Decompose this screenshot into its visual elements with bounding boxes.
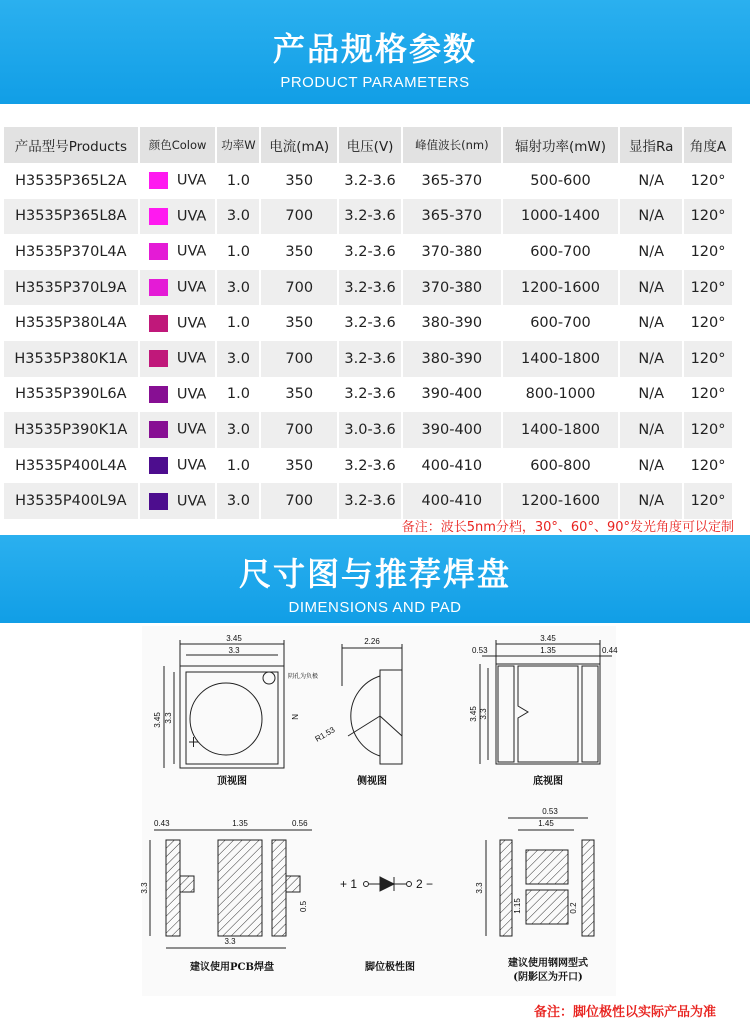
section-title-en: DIMENSIONS AND PAD (288, 599, 462, 616)
table-row (4, 341, 732, 377)
cell-wavelength: 390-400 (403, 377, 503, 413)
cell-model: H3535P400L9A (4, 483, 140, 519)
cell-model: H3535P380L4A (4, 305, 140, 341)
pcb-tab-left (180, 876, 194, 892)
cell-angle: 120° (684, 377, 732, 413)
col-header-angle: 角度A (684, 127, 732, 163)
color-swatch (149, 279, 168, 296)
caption-bottom-view: 底视图 (533, 776, 563, 787)
col-header-color: 颜色Colow (140, 127, 218, 163)
cell-color_name (140, 234, 218, 270)
cell-angle: 120° (684, 234, 732, 270)
side-mark: N (290, 714, 299, 720)
cell-model: H3535P390L6A (4, 377, 140, 413)
pcb-tab-right (286, 876, 300, 892)
caption-polarity: 脚位极性图 (365, 962, 415, 973)
cell-model: H3535P400L4A (4, 448, 140, 484)
stencil-pad-top (526, 850, 568, 884)
pcb-left-dim: 0.43 (154, 819, 170, 828)
cell-power: 3.0 (217, 341, 261, 377)
dimension-drawing-svg (142, 626, 616, 996)
bottom-pad-center (518, 666, 578, 762)
cell-model: H3535P380K1A (4, 341, 140, 377)
color-swatch (149, 350, 168, 367)
cell-current: 350 (261, 234, 339, 270)
color-swatch (149, 208, 168, 225)
table-row (4, 199, 732, 235)
color-label: UVA (176, 493, 207, 510)
col-header-power: 功率W (217, 127, 261, 163)
color-swatch (149, 421, 168, 438)
caption-pcb-pad: 建议使用PCB焊盘 (190, 962, 274, 973)
color-label: UVA (176, 421, 207, 438)
stencil-mid-dim: 1.45 (538, 819, 554, 828)
color-swatch (149, 315, 168, 332)
pcb-width-dim: 3.3 (224, 937, 236, 946)
color-swatch (149, 493, 168, 510)
side-view (342, 644, 402, 764)
section-banner-dimensions (0, 535, 750, 623)
cell-angle: 120° (684, 199, 732, 235)
cell-radiant: 800-1000 (503, 377, 621, 413)
spec-table (4, 127, 732, 519)
cell-radiant: 1200-1600 (503, 483, 621, 519)
cell-color_name (140, 199, 218, 235)
cell-power: 3.0 (217, 199, 261, 235)
section-title-cn: 产品规格参数 (272, 30, 477, 68)
cell-voltage: 3.2-3.6 (339, 377, 403, 413)
caption-stencil-2: (阴影区为开口) (513, 972, 583, 983)
cell-angle: 120° (684, 163, 732, 199)
cell-current: 350 (261, 448, 339, 484)
top-height-outer: 3.45 (153, 712, 162, 728)
wavelength-note: 备注：波长5nm分档，30°、60°、90°发光角度可以定制 (401, 520, 734, 535)
side-view-base (380, 670, 402, 764)
cell-wavelength: 390-400 (403, 412, 503, 448)
bottom-view (480, 640, 612, 764)
cell-wavelength: 370-380 (403, 270, 503, 306)
cell-radiant: 600-700 (503, 234, 621, 270)
caption-top-view: 顶视图 (217, 776, 247, 787)
cell-ra: N/A (620, 341, 684, 377)
cell-radiant: 1000-1400 (503, 199, 621, 235)
col-header-wavelength: 峰值波长(nm) (403, 127, 503, 163)
caption-side-view: 侧视图 (357, 776, 387, 787)
top-width-outer: 3.45 (226, 634, 242, 643)
bottom-mid-pad: 1.35 (540, 646, 556, 655)
side-view-dome (351, 676, 380, 756)
color-label: UVA (176, 350, 207, 367)
cell-wavelength: 365-370 (403, 199, 503, 235)
cell-voltage: 3.2-3.6 (339, 163, 403, 199)
col-header-voltage: 电压(V) (339, 127, 403, 163)
section-banner-parameters (0, 0, 750, 104)
col-header-current: 电流(mA) (261, 127, 339, 163)
table-row (4, 270, 732, 306)
cell-ra: N/A (620, 234, 684, 270)
cell-color_name (140, 305, 218, 341)
cell-radiant: 1400-1800 (503, 341, 621, 377)
polarity-note: 备注：脚位极性以实际产品为准 (533, 1005, 716, 1020)
stencil-pad-left (500, 840, 512, 936)
pcb-mid-dim: 1.35 (232, 819, 248, 828)
table-row (4, 412, 732, 448)
cell-current: 350 (261, 305, 339, 341)
cell-angle: 120° (684, 448, 732, 484)
cell-power: 3.0 (217, 412, 261, 448)
table-row (4, 234, 732, 270)
cell-ra: N/A (620, 483, 684, 519)
cell-voltage: 3.2-3.6 (339, 483, 403, 519)
cell-power: 1.0 (217, 163, 261, 199)
cell-current: 350 (261, 377, 339, 413)
table-row (4, 163, 732, 199)
cell-power: 1.0 (217, 448, 261, 484)
cell-wavelength: 380-390 (403, 341, 503, 377)
table-row (4, 448, 732, 484)
cell-model: H3535P365L8A (4, 199, 140, 235)
pcb-height-dim: 3.3 (140, 882, 149, 894)
cell-color_name (140, 377, 218, 413)
color-label: UVA (176, 315, 207, 332)
cell-power: 1.0 (217, 377, 261, 413)
cell-current: 700 (261, 341, 339, 377)
cell-model: H3535P370L4A (4, 234, 140, 270)
cell-current: 350 (261, 163, 339, 199)
table-header-row (4, 127, 732, 163)
cell-voltage: 3.0-3.6 (339, 412, 403, 448)
pcb-pad-left (166, 840, 180, 936)
cell-power: 1.0 (217, 305, 261, 341)
table-row (4, 305, 732, 341)
cell-voltage: 3.2-3.6 (339, 270, 403, 306)
color-swatch (149, 457, 168, 474)
color-label: UVA (176, 279, 207, 296)
section-title-en: PRODUCT PARAMETERS (280, 74, 470, 91)
bottom-height-outer: 3.45 (469, 706, 478, 722)
table-row (4, 377, 732, 413)
col-header-model: 产品型号Products (4, 127, 140, 163)
cell-power: 3.0 (217, 270, 261, 306)
cell-model: H3535P390K1A (4, 412, 140, 448)
cell-voltage: 3.2-3.6 (339, 199, 403, 235)
dimension-drawing (142, 626, 616, 996)
col-header-radiant: 辐射功率(mW) (503, 127, 621, 163)
polarity-diagram (364, 877, 412, 891)
stencil-pad-bottom (526, 890, 568, 924)
cell-ra: N/A (620, 305, 684, 341)
polarity-plus: + 1 (340, 877, 358, 891)
pcb-pad-right (272, 840, 286, 936)
color-label: UVA (176, 457, 207, 474)
cell-color_name (140, 448, 218, 484)
cell-ra: N/A (620, 270, 684, 306)
bottom-left-pad: 0.53 (472, 646, 488, 655)
cell-power: 1.0 (217, 234, 261, 270)
top-view-cathode-mark (263, 672, 275, 684)
bottom-right-pad: 0.44 (602, 646, 618, 655)
cell-voltage: 3.2-3.6 (339, 448, 403, 484)
bottom-width: 3.45 (540, 634, 556, 643)
color-label: UVA (176, 208, 207, 225)
cell-angle: 120° (684, 270, 732, 306)
col-header-ra: 显指Ra (620, 127, 684, 163)
side-width: 2.26 (364, 637, 380, 646)
cell-ra: N/A (620, 377, 684, 413)
pcb-pad-center (218, 840, 262, 936)
cell-current: 700 (261, 270, 339, 306)
cell-radiant: 600-800 (503, 448, 621, 484)
stencil-top-dim: 0.53 (542, 807, 558, 816)
cell-ra: N/A (620, 412, 684, 448)
color-label: UVA (176, 172, 207, 189)
color-swatch (149, 243, 168, 260)
cell-model: H3535P370L9A (4, 270, 140, 306)
cell-current: 700 (261, 483, 339, 519)
cell-current: 700 (261, 412, 339, 448)
cell-angle: 120° (684, 483, 732, 519)
cell-voltage: 3.2-3.6 (339, 341, 403, 377)
caption-stencil-1: 建议使用钢网型式 (508, 958, 588, 969)
color-swatch (149, 386, 168, 403)
color-swatch (149, 172, 168, 189)
cell-ra: N/A (620, 163, 684, 199)
cell-model: H3535P365L2A (4, 163, 140, 199)
color-label: UVA (176, 243, 207, 260)
cell-angle: 120° (684, 412, 732, 448)
cell-power: 3.0 (217, 483, 261, 519)
top-view (164, 640, 284, 768)
cell-wavelength: 370-380 (403, 234, 503, 270)
pcb-right-dim: 0.56 (292, 819, 308, 828)
stencil-small-dim: 0.2 (569, 902, 578, 914)
cell-color_name (140, 483, 218, 519)
top-cathode-label: 阴孔为负极 (288, 674, 319, 680)
top-height-inner: 3.3 (164, 712, 173, 724)
cell-voltage: 3.2-3.6 (339, 234, 403, 270)
cell-radiant: 600-700 (503, 305, 621, 341)
bottom-pad-right (582, 666, 598, 762)
cell-color_name (140, 270, 218, 306)
cell-color_name (140, 412, 218, 448)
top-view-lens (190, 683, 262, 755)
pcb-tab-dim: 0.5 (299, 900, 308, 912)
cell-wavelength: 380-390 (403, 305, 503, 341)
diode-icon (380, 877, 394, 891)
bottom-pad-left (498, 666, 514, 762)
bottom-view-outline (496, 664, 600, 764)
cell-angle: 120° (684, 305, 732, 341)
color-label: UVA (176, 386, 207, 403)
cell-wavelength: 365-370 (403, 163, 503, 199)
cell-radiant: 1200-1600 (503, 270, 621, 306)
top-view-inner (186, 672, 278, 764)
cell-radiant: 500-600 (503, 163, 621, 199)
cell-wavelength: 400-410 (403, 448, 503, 484)
cell-wavelength: 400-410 (403, 483, 503, 519)
section-title-cn: 尺寸图与推荐焊盘 (238, 555, 511, 593)
top-view-outline (180, 666, 284, 768)
stencil-view (486, 818, 594, 936)
stencil-height-dim: 3.3 (475, 882, 484, 894)
bottom-height-inner: 3.3 (479, 708, 488, 720)
polarity-minus: 2 − (416, 877, 434, 891)
cell-color_name (140, 163, 218, 199)
stencil-pad-right (582, 840, 594, 936)
cell-ra: N/A (620, 448, 684, 484)
stencil-gap-dim: 1.15 (513, 898, 522, 914)
table-row (4, 483, 732, 519)
cell-angle: 120° (684, 341, 732, 377)
cell-ra: N/A (620, 199, 684, 235)
side-radius: R1.53 (313, 725, 337, 744)
cell-voltage: 3.2-3.6 (339, 305, 403, 341)
pcb-pad-view (150, 830, 312, 948)
cell-color_name (140, 341, 218, 377)
cell-current: 700 (261, 199, 339, 235)
cell-radiant: 1400-1800 (503, 412, 621, 448)
top-width-inner: 3.3 (228, 646, 240, 655)
